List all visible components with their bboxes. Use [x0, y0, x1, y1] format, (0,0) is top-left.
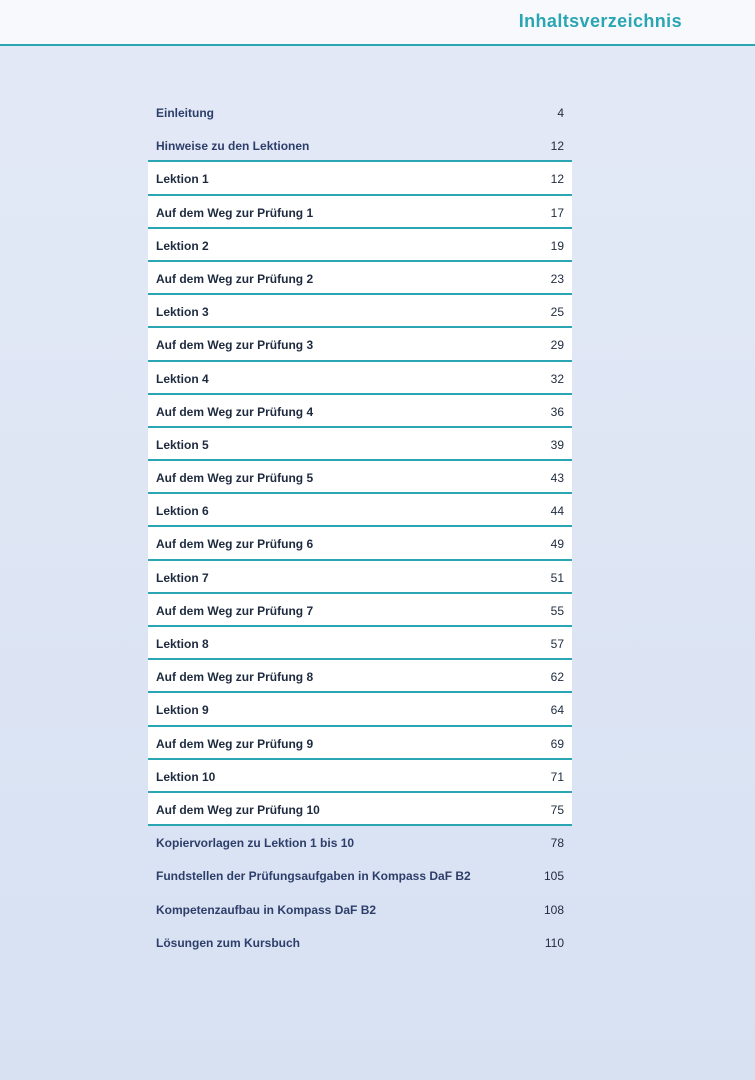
toc-entry-label: Lektion 4: [156, 371, 209, 386]
toc-entry-label: Auf dem Weg zur Prüfung 2: [156, 271, 314, 286]
toc-entry-page-number: 75: [550, 802, 564, 817]
toc-entry[interactable]: [148, 561, 572, 594]
toc-entry[interactable]: [148, 196, 572, 229]
toc-entry[interactable]: [148, 926, 572, 959]
toc-entry-label: Auf dem Weg zur Prüfung 10: [156, 802, 320, 817]
toc-entry-label: Fundstellen der Prüfungsaufgaben in Kompass DaF B2: [156, 869, 471, 884]
toc-entry[interactable]: [148, 627, 572, 660]
toc-entry[interactable]: [148, 328, 572, 361]
toc-entry[interactable]: [148, 859, 572, 892]
toc-entry-page-number: 12: [550, 172, 564, 187]
toc-entry[interactable]: [148, 527, 572, 560]
toc-entry[interactable]: [148, 162, 572, 195]
toc-entry[interactable]: [148, 428, 572, 461]
toc-entry[interactable]: [148, 826, 572, 859]
toc-entry[interactable]: [148, 461, 572, 494]
toc-entry-page-number: 36: [550, 404, 564, 419]
toc-entry-label: Lektion 10: [156, 769, 216, 784]
toc-entry-label: Auf dem Weg zur Prüfung 3: [156, 338, 314, 353]
toc-entry-page-number: 55: [550, 603, 564, 618]
toc-entry-page-number: 110: [544, 935, 564, 950]
toc-entry-label: Lektion 5: [156, 437, 209, 452]
toc-entry[interactable]: [148, 727, 572, 760]
toc-entry[interactable]: [148, 96, 572, 129]
toc-entry[interactable]: [148, 262, 572, 295]
toc-entry-page-number: 64: [550, 703, 564, 718]
toc-entry-page-number: 78: [550, 836, 564, 851]
toc-entry-page-number: 39: [550, 437, 564, 452]
toc-entry[interactable]: [148, 129, 572, 162]
toc-entry[interactable]: [148, 229, 572, 262]
toc-entry-label: Kompetenzaufbau in Kompass DaF B2: [156, 902, 377, 917]
toc-entry-label: Auf dem Weg zur Prüfung 8: [156, 670, 314, 685]
toc-entry[interactable]: [148, 395, 572, 428]
toc-entry-label: Auf dem Weg zur Prüfung 9: [156, 736, 314, 751]
toc-entry-label: Lektion 2: [156, 238, 209, 253]
toc-entry-label: Auf dem Weg zur Prüfung 5: [156, 471, 314, 486]
toc-entry-page-number: 32: [550, 371, 564, 386]
page-title: Inhaltsverzeichnis: [518, 11, 682, 31]
toc-entry-page-number: 51: [550, 570, 564, 585]
toc-entry-page-number: 108: [543, 902, 564, 917]
toc-entry-label: Einleitung: [156, 106, 214, 120]
toc-entry-page-number: 69: [550, 736, 564, 751]
toc-entry-label: Lektion 9: [156, 703, 209, 718]
toc-entry-label: Lektion 6: [156, 504, 209, 519]
toc-entry[interactable]: [148, 362, 572, 395]
toc-entry[interactable]: [148, 793, 572, 826]
toc-entry-page-number: 19: [550, 238, 564, 253]
toc-entry-page-number: 4: [557, 106, 564, 120]
toc-entry[interactable]: [148, 893, 572, 926]
table-of-contents: [148, 96, 572, 959]
toc-entry-label: Auf dem Weg zur Prüfung 6: [156, 537, 314, 552]
toc-entry-page-number: 49: [550, 537, 564, 552]
toc-entry-page-number: 71: [550, 769, 564, 784]
toc-entry-label: Kopiervorlagen zu Lektion 1 bis 10: [156, 836, 355, 851]
toc-entry-page-number: 29: [550, 338, 564, 353]
toc-entry-page-number: 43: [550, 471, 564, 486]
toc-entry-label: Auf dem Weg zur Prüfung 1: [156, 205, 314, 220]
toc-entry-page-number: 62: [550, 670, 564, 685]
toc-entry-page-number: 57: [550, 637, 564, 651]
toc-entry[interactable]: [148, 660, 572, 693]
toc-entry[interactable]: [148, 494, 572, 527]
toc-entry-page-number: 44: [550, 504, 564, 519]
toc-entry-label: Auf dem Weg zur Prüfung 4: [156, 404, 314, 419]
toc-entry-page-number: 25: [550, 305, 564, 320]
toc-entry[interactable]: [148, 295, 572, 328]
toc-entry-page-number: 17: [550, 205, 564, 220]
page-header: [0, 0, 755, 46]
toc-entry-page-number: 23: [550, 271, 564, 286]
toc-entry[interactable]: [148, 594, 572, 627]
toc-entry-label: Auf dem Weg zur Prüfung 7: [156, 603, 314, 618]
toc-entry-label: Lektion 3: [156, 305, 209, 320]
toc-entry-label: Lösungen zum Kursbuch: [156, 935, 300, 950]
toc-entry-label: Lektion 8: [156, 637, 209, 651]
toc-entry-page-number: 12: [550, 139, 564, 154]
toc-entry-page-number: 105: [543, 869, 564, 884]
toc-entry-label: Lektion 7: [156, 570, 209, 585]
toc-entry-label: Lektion 1: [156, 172, 209, 187]
toc-entry[interactable]: [148, 693, 572, 726]
toc-entry[interactable]: [148, 760, 572, 793]
toc-entry-label: Hinweise zu den Lektionen: [156, 139, 310, 154]
